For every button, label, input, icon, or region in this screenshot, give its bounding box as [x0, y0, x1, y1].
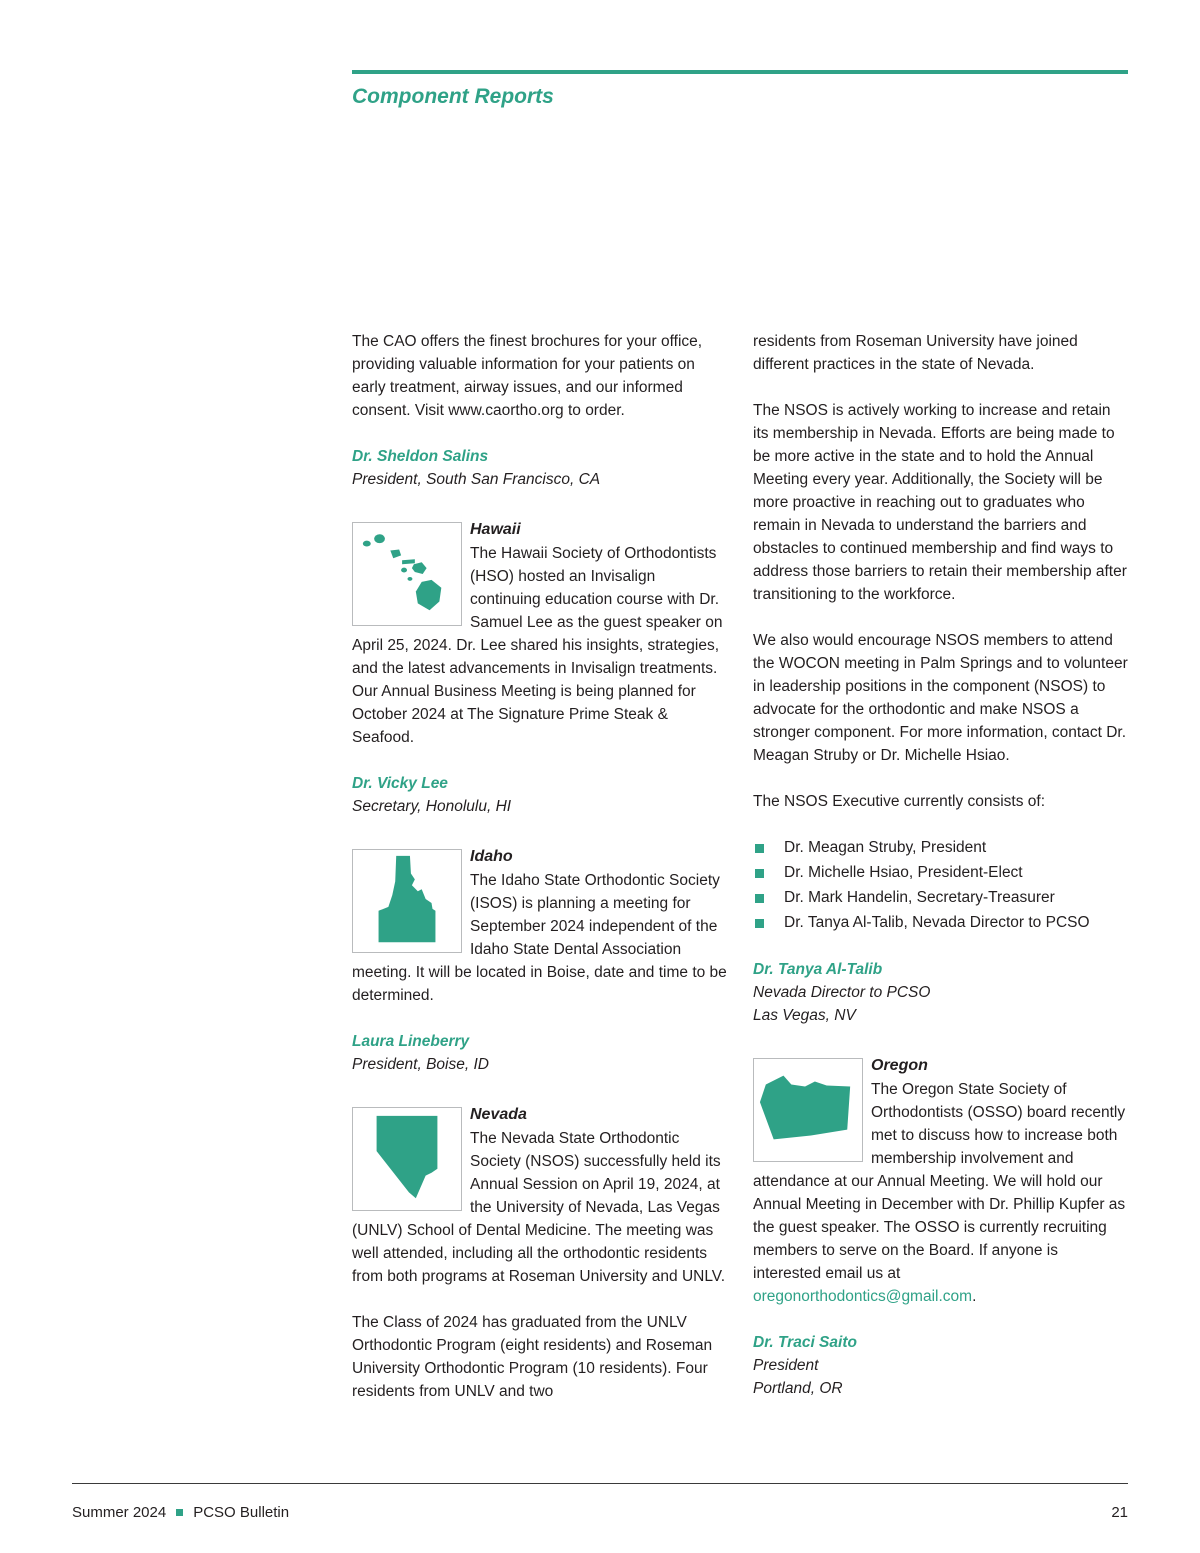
hawaii-map-icon — [352, 522, 462, 626]
signature-name: Dr. Tanya Al-Talib — [753, 961, 883, 978]
content-columns — [352, 330, 1128, 1427]
square-bullet-icon — [755, 894, 764, 903]
signature-name: Laura Lineberry — [352, 1033, 470, 1050]
nsos-membership-paragraph: The NSOS is actively working to increase and retain its membership in Nevada. Efforts are being made to be more active in the state and to hold the Annual Meeting every year. Additionally, the Society will be more proactive in reaching out to graduates who remain in Nevada to understand the barriers and obstacles to continued membership and find ways to address those barriers to retain their membership after transitioning to the workforce. — [753, 402, 1127, 603]
idaho-body: The Idaho State Orthodontic Society (ISOS) is planning a meeting for September 2024 independent of the Idaho State Dental Association meeting. It will be located in Boise, date and time to be determined. — [352, 872, 727, 1004]
right-column — [753, 330, 1128, 1427]
footer-issue-brand — [72, 1504, 289, 1521]
signature-lee — [352, 772, 727, 818]
nevada-map-icon — [352, 1107, 462, 1211]
signature-title: President, Boise, ID — [352, 1056, 489, 1073]
exec-intro: The NSOS Executive currently consists of: — [753, 793, 1046, 810]
cao-paragraph: The CAO offers the finest brochures for your office, providing valuable information for your patients on early treatment, airway issues, and our informed consent. Visit www.caortho.org to order. — [352, 333, 703, 419]
square-bullet-icon — [755, 919, 764, 928]
square-bullet-icon — [755, 844, 764, 853]
exec-list — [753, 836, 1128, 935]
signature-salins — [352, 445, 727, 491]
oregon-body-text: The Oregon State Society of Orthodontists (OSSO) board recently met to discuss how to increase both membership involvement and attendance at our Annual Meeting. We will hold our Annual Meeting in December with Dr. Phillip Kupfer as the guest speaker. The OSSO is currently recruiting members to serve on the Board. If anyone is interested email us at — [753, 1081, 1126, 1282]
oregon-body-after: . — [972, 1288, 977, 1305]
signature-lineberry — [352, 1030, 727, 1076]
square-bullet-icon — [755, 869, 764, 878]
header-rule — [352, 70, 1128, 74]
section-hawaii — [352, 518, 727, 749]
signature-location: Portland, OR — [753, 1380, 843, 1397]
section-nevada — [352, 1103, 727, 1288]
nevada-heading: Nevada — [470, 1106, 527, 1123]
signature-title: President, South San Francisco, CA — [352, 471, 601, 488]
list-item-label: Dr. Tanya Al-Talib, Nevada Director to PCSO — [784, 914, 1090, 931]
hawaii-body: The Hawaii Society of Orthodontists (HSO) hosted an Invisalign continuing education course with Dr. Samuel Lee as the guest speaker on April 25, 2024. Dr. Lee shared his insights, strategies, and the latest advancements in Invisalign treatments. Our Annual Business Meeting is being planned for October 2024 at The Signature Prime Steak & Seafood. — [352, 545, 723, 746]
oregon-heading: Oregon — [871, 1057, 928, 1074]
section-idaho — [352, 845, 727, 1007]
footer-issue: Summer 2024 — [72, 1504, 167, 1521]
list-item — [753, 886, 1128, 910]
wocon-paragraph: We also would encourage NSOS members to attend the WOCON meeting in Palm Springs and to volunteer in leadership positions in the component (NSOS) to advocate for the orthodontic and make NSOS a stronger component. For more information, contact Dr. Meagan Struby or Dr. Michelle Hsiao. — [753, 632, 1128, 764]
nevada-body: The Nevada State Orthodontic Society (NSOS) successfully held its Annual Session on April 19, 2024, at the University of Nevada, Las Vegas (UNLV) School of Dental Medicine. The meeting was well attended, including all the orthodontic residents from both programs at Roseman University and UNLV. — [352, 1130, 726, 1285]
signature-title: Nevada Director to PCSO — [753, 984, 931, 1001]
idaho-map-icon — [352, 849, 462, 953]
hawaii-heading: Hawaii — [470, 521, 521, 538]
square-separator-icon — [176, 1509, 183, 1516]
residents-paragraph: residents from Roseman University have joined different practices in the state of Nevada. — [753, 333, 1078, 373]
signature-altalib — [753, 958, 1128, 1027]
signature-name: Dr. Sheldon Salins — [352, 448, 489, 465]
page-title: Component Reports — [352, 85, 554, 108]
signature-title: President — [753, 1357, 819, 1374]
list-item-label: Dr. Mark Handelin, Secretary-Treasurer — [784, 889, 1055, 906]
section-oregon — [753, 1054, 1128, 1308]
list-item — [753, 836, 1128, 860]
list-item-label: Dr. Michelle Hsiao, President-Elect — [784, 864, 1023, 881]
signature-name: Dr. Traci Saito — [753, 1334, 857, 1351]
list-item-label: Dr. Meagan Struby, President — [784, 839, 987, 856]
list-item — [753, 911, 1128, 935]
signature-location: Las Vegas, NV — [753, 1007, 856, 1024]
signature-title: Secretary, Honolulu, HI — [352, 798, 512, 815]
idaho-heading: Idaho — [470, 848, 513, 865]
signature-saito — [753, 1331, 1128, 1400]
signature-name: Dr. Vicky Lee — [352, 775, 448, 792]
left-column — [352, 330, 727, 1427]
email-link[interactable]: oregonorthodontics@gmail.com — [753, 1288, 973, 1305]
list-item — [753, 861, 1128, 885]
page-number: 21 — [1111, 1504, 1128, 1521]
page-footer — [72, 1483, 1128, 1521]
class-2024-paragraph: The Class of 2024 has graduated from the UNLV Orthodontic Program (eight residents) and Roseman University Orthodontic Program (10 residents). Four residents from UNLV and two — [352, 1314, 713, 1400]
oregon-map-icon — [753, 1058, 863, 1162]
footer-brand: PCSO Bulletin — [193, 1504, 290, 1521]
